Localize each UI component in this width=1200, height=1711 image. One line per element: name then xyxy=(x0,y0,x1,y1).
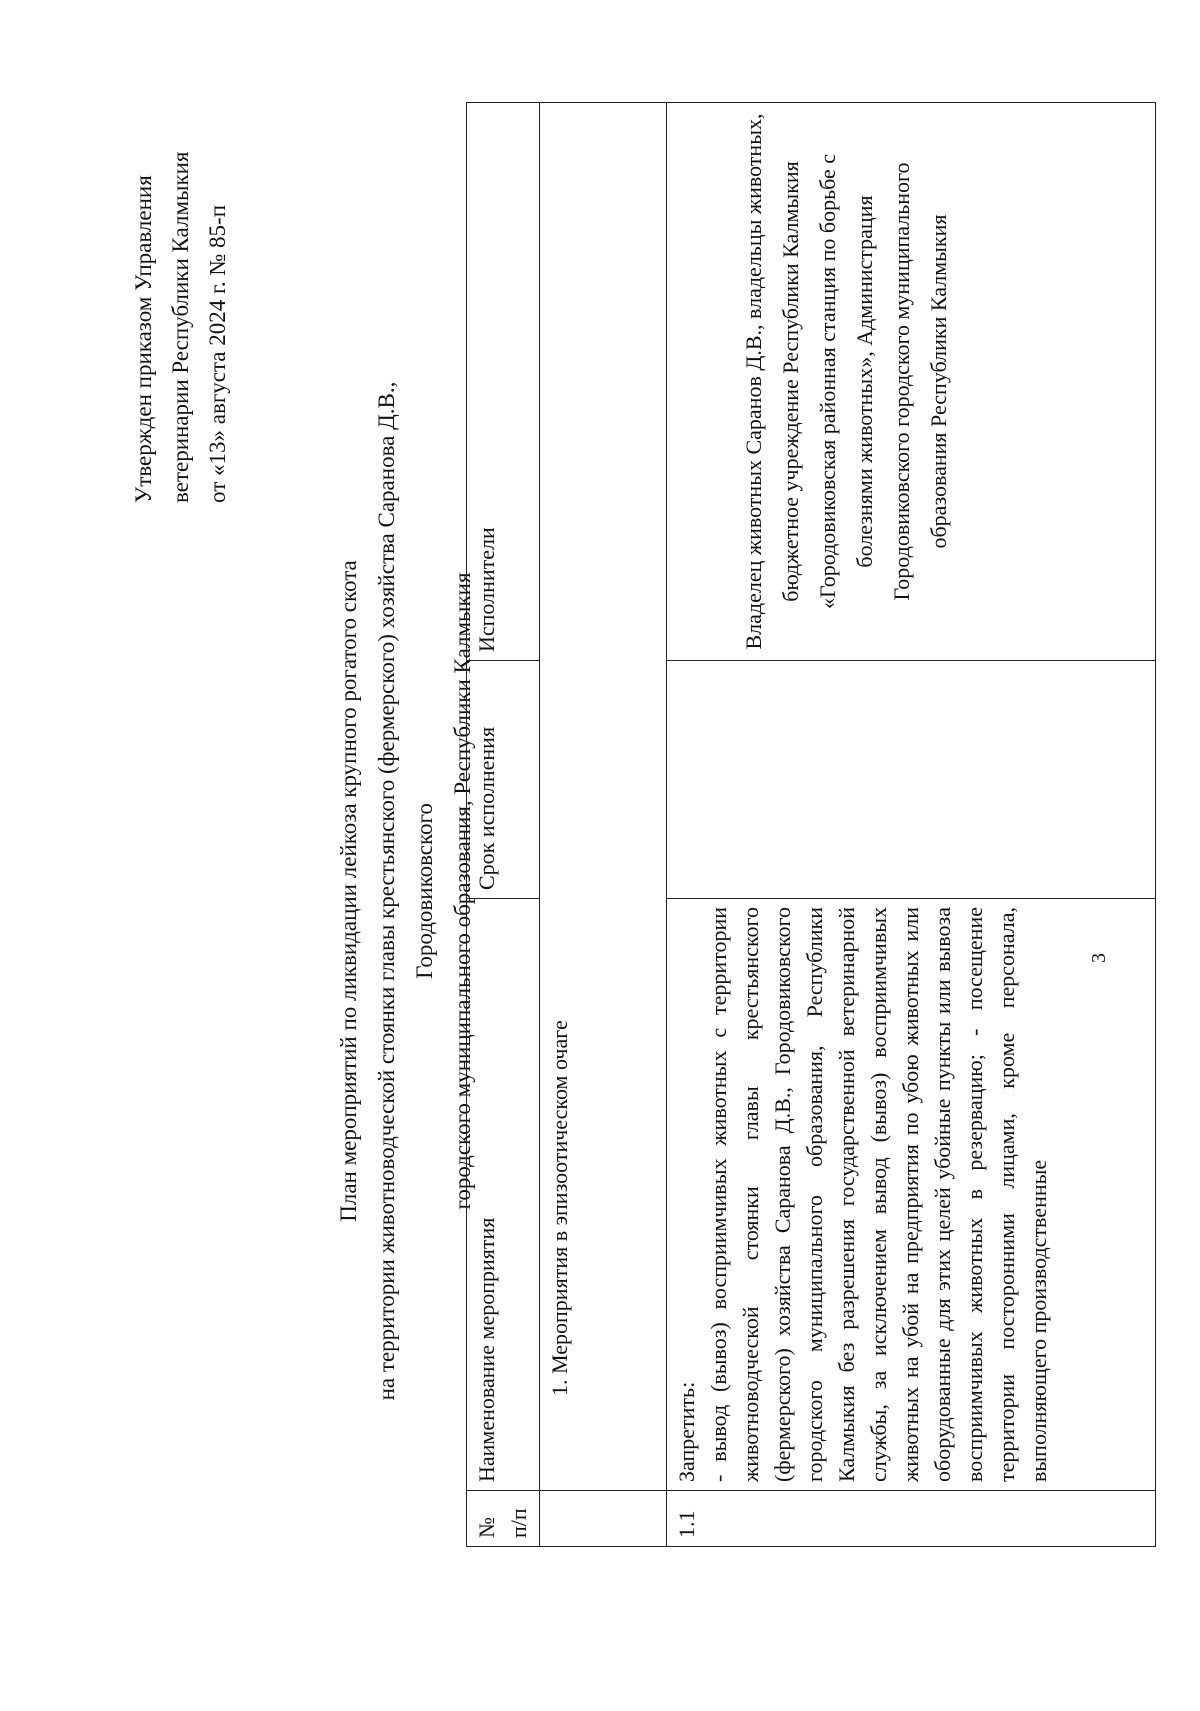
table-header-row xyxy=(467,103,540,1547)
measure-lead: Запретить: xyxy=(674,1381,699,1482)
header-measure-name: Наименование мероприятия xyxy=(467,899,540,1491)
page-number: 3 xyxy=(1088,953,1110,963)
header-deadline: Срок исполнения xyxy=(467,661,540,899)
measure-text: - вывод (вывоз) восприимчивых животных с территории животноводческой стоянки главы крестьянского (фермерского) хозяйства Саранова Д.В., Городовиковского городского муниципального образования, Республики Калмыкия без разрешения государственной ветеринарной службы, за исключением вывод (вывоз) восприимчивых животных на убой на предприятия по убою животных или оборудованные для этих целей убойные пункты или вывоза восприимчивых животных в резервацию; - посещение территории посторонними лицами, кроме персонала, выполняющего производственные xyxy=(706,907,1051,1482)
section-title: 1. Мероприятия в эпизоотическом очаге xyxy=(540,103,667,1491)
measure-cell xyxy=(667,899,1156,1491)
header-number: № п/п xyxy=(467,1491,540,1547)
title-line: План мероприятий по ликвидации лейкоза крупного рогатого скота xyxy=(336,560,361,1222)
document-title xyxy=(330,351,482,1431)
executors-cell: Владелец животных Саранов Д.В., владельцы животных, бюджетное учреждение Республики Калмыкия «Городовиковская районная станция по борьбе с болезнями животных», Администрация Городовиковского городского муниципального образования Республики Калмыкия xyxy=(667,103,1156,661)
approval-line: ветеринарии Республики Калмыкия xyxy=(168,151,193,503)
approval-line: от «13» августа 2024 г. № 85-п xyxy=(205,204,230,503)
measures-table xyxy=(466,102,1156,1547)
row-number: 1.1 xyxy=(667,1491,1156,1547)
approval-stamp xyxy=(125,33,236,503)
table-row xyxy=(667,103,1156,1547)
section-number-cell xyxy=(540,1491,667,1547)
deadline-cell xyxy=(667,661,1156,899)
title-line: на территории животноводческой стоянки главы крестьянского (фермерского) хозяйства Саранова Д.В., Городовиковского xyxy=(374,381,437,1401)
table-section-row xyxy=(540,103,667,1547)
header-executors: Исполнители xyxy=(467,103,540,661)
title-line: городского муниципального образования, Республики Калмыкия xyxy=(450,572,475,1210)
approval-line: Утвержден приказом Управления xyxy=(131,175,156,503)
